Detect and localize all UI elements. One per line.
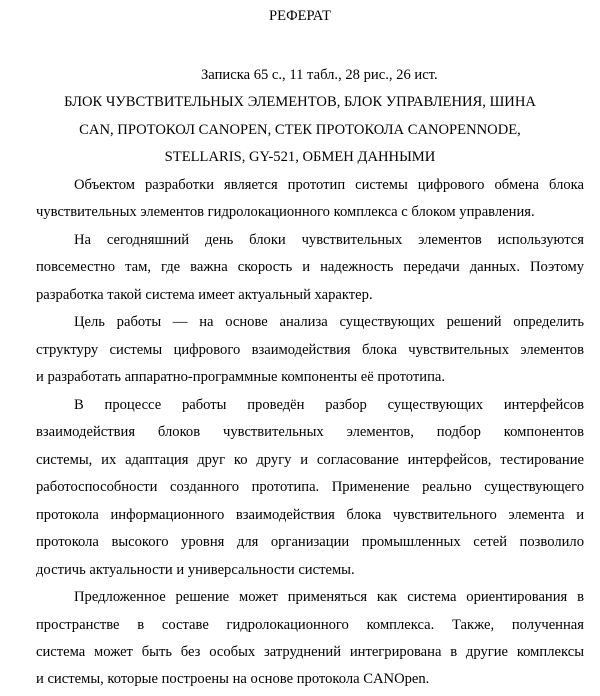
paragraph-line: структуру системы цифрового взаимодействия блока чувствительных элементов [36,342,584,358]
paragraph-line: и разработать аппаратно-программные компоненты её прототипа. [36,369,446,385]
paragraph-line: достичь актуальности и универсальности системы. [36,562,355,578]
paragraph-line: В процессе работы проведён разбор существующих интерфейсов [74,397,584,413]
keywords-line: БЛОК ЧУВСТВИТЕЛЬНЫХ ЭЛЕМЕНТОВ, БЛОК УПРАВЛЕНИЯ, ШИНА [64,94,536,110]
paragraph-line: Цель работы — на основе анализа существующих решений определить [74,314,584,330]
paragraph-line: система может быть без особых затруднений интегрирована в другие комплексы [36,644,584,660]
paragraph-line: чувствительных элементов гидролокационного комплекса с блоком управления. [36,204,535,220]
paragraph-line: пространстве в составе гидролокационного комплекса. Также, полученная [36,617,584,633]
paragraph-line: системы, их адаптация друг ко другу и согласование интерфейсов, тестирование [36,452,584,468]
paragraph-line: Предложенное решение может применяться как система ориентирования в [74,589,584,605]
paragraph-line: протокола информационного взаимодействия блока чувствительного элемента и [36,507,584,523]
paragraph-line: повсеместно там, где важна скорость и надежность передачи данных. Поэтому [36,259,584,275]
paragraph-line: взаимодействия блоков чувствительных элементов, подбор компонентов [36,424,584,440]
paragraph-line: На сегодняшний день блоки чувствительных элементов используются [74,232,584,248]
summary-line: Записка 65 с., 11 табл., 28 рис., 26 ист. [201,67,438,83]
paragraph-line: разработка такой система имеет актуальный характер. [36,287,373,303]
keywords-line: STELLARIS, GY-521, ОБМЕН ДАННЫМИ [164,149,436,165]
keywords-line: CAN, ПРОТОКОЛ CANOPEN, СТЕК ПРОТОКОЛА CANOPENNODE, [79,122,521,138]
paragraph-line: работоспособности созданного прототипа. Применение реально существующего [36,479,584,495]
page-title: РЕФЕРАТ [269,8,331,24]
paragraph-line: Объектом разработки является прототип системы цифрового обмена блока [74,177,584,193]
paragraph-line: протокола высокого уровня для организации промышленных сетей позволило [36,534,584,550]
paragraph-line: и системы, которые построены на основе протокола CANOpen. [36,671,430,687]
